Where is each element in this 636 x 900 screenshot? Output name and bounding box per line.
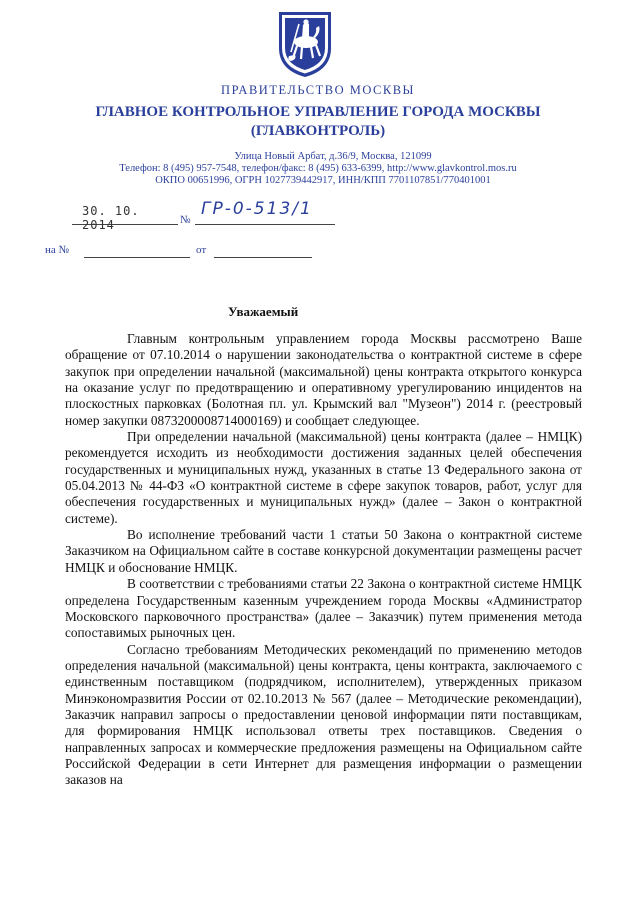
contacts: Телефон: 8 (495) 957-7548, телефон/факс: 8 (495) 633-6399, http://www.glavkontrol.mos.ru — [119, 163, 517, 174]
government-name: ПРАВИТЕЛЬСТВО МОСКВЫ — [221, 83, 415, 97]
number-label: № — [180, 214, 191, 226]
reference-date-label: от — [196, 244, 207, 256]
paragraph: При определении начальной (максимальной) цены контракта (далее – НМЦК) рекомендуется исходить из необходимости достижения заданных целей обеспечения государственных и муниципальных нужд, указанных в статье 13 Федерального закона от 05.04.2013 № 44-ФЗ «О контрактной системе в сфере закупок товаров, работ, услуг для обеспечения государственных и муниципальных нужд» (далее – Закон о контрактной системе). — [65, 429, 582, 526]
outgoing-number-field — [195, 199, 335, 225]
paragraph: Согласно требованиям Методических рекомендаций по применению методов определения начальной (максимальной) цены контракта, цены контракта, заключаемого с единственным поставщиком (подрядчиком, исполнителем), утвержденных приказом Минэкономразвития России от 02.10.2013 № 567 (далее – Методические рекомендации), Заказчик направил запросы о предоставлении ценовой информации пяти поставщикам, для формирования НМЦК использовал ответы трех поставщиков. Сведения о направленных запросах и коммерческие предложения размещены на Официальном сайте Российской Федерации в сети Интернет для размещения информации о размещении заказов на — [65, 641, 582, 788]
reference-label: на № — [45, 244, 70, 256]
reference-date-line — [214, 256, 312, 258]
letter-body — [65, 331, 582, 789]
organization-short-title: (ГЛАВКОНТРОЛЬ) — [250, 123, 386, 139]
outgoing-date: 30. 10. 2014 — [82, 204, 140, 232]
paragraph: Во исполнение требований части 1 статьи 50 Закона о контрактной системе Заказчиком на Официальном сайте в составе конкурсной документации размещены расчет НМЦК и обоснование НМЦК. — [65, 527, 582, 575]
paragraph: В соответствии с требованиями статьи 22 Закона о контрактной системе НМЦК определена Государственным казенным учреждением города Москвы «Администратор Московского парковочного пространства» (далее – Заказчик) путем применения метода сопоставимых рыночных цен. — [65, 576, 582, 641]
reference-number-line — [84, 256, 190, 258]
greeting: Уважаемый — [228, 304, 299, 319]
address: Улица Новый Арбат, д.36/9, Москва, 121099 — [234, 151, 432, 162]
outgoing-number: ГР-0-513/1 — [201, 199, 313, 219]
registry-codes: ОКПО 00651996, ОГРН 1027739442917, ИНН/КПП 7701107851/770401001 — [155, 175, 491, 186]
paragraph: Главным контрольным управлением города Москвы рассмотрено Ваше обращение от 07.10.2014 о нарушении законодательства о контрактной системе в сфере закупок при определении начальной (максимальной) цены контракта открытого конкурса на оказание услуг по предотвращению и оперативному урегулированию инцидентов на плоскостных парковках (Болотная пл. ул. Крымский вал "Музеон") 2014 г. (реестровый номер закупки 0873200008714000169) и сообщает следующее. — [65, 331, 582, 428]
organization-title: ГЛАВНОЕ КОНТРОЛЬНОЕ УПРАВЛЕНИЕ ГОРОДА МОСКВЫ — [95, 104, 541, 120]
outgoing-date-field — [72, 204, 178, 232]
moscow-coat-of-arms-icon — [275, 8, 335, 80]
